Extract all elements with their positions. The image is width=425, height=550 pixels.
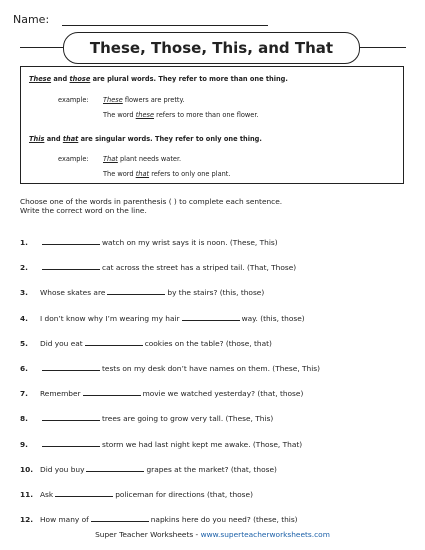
- plural-and: and: [53, 75, 68, 83]
- question-number: 12.: [20, 515, 34, 525]
- plural-ex1-word: These: [103, 96, 123, 104]
- question-text-after: napkins here do you need? (these, this): [150, 515, 298, 525]
- singular-ex2-word: that: [135, 170, 150, 178]
- question-text-after: by the stairs? (this, those): [167, 288, 265, 298]
- info-box: [20, 66, 404, 184]
- example-label: example:: [58, 96, 89, 104]
- question-item: [20, 513, 298, 524]
- question-text-after: cookies on the table? (those, that): [144, 338, 272, 348]
- question-text-before: Did you buy: [40, 464, 85, 474]
- plural-ex2-pre: The word: [103, 111, 134, 119]
- answer-blank[interactable]: [42, 236, 100, 245]
- answer-blank[interactable]: [55, 488, 113, 497]
- plural-rule-text: are plural words. They refer to more than one thing.: [92, 75, 288, 83]
- question-text-after: way. (this, those): [241, 313, 305, 323]
- plural-ex2-text: refers to more than one flower.: [156, 111, 259, 119]
- singular-and: and: [46, 135, 61, 143]
- footer: [0, 530, 425, 539]
- question-number: 4.: [20, 313, 28, 323]
- singular-ex1-text: plant needs water.: [119, 155, 182, 163]
- question-text-after: policeman for directions (that, those): [115, 490, 253, 499]
- answer-blank[interactable]: [42, 261, 100, 270]
- singular-word-this: This: [29, 135, 45, 143]
- question-item: [20, 337, 272, 348]
- singular-ex2-text: refers to only one plant.: [151, 170, 231, 178]
- singular-rule: [29, 135, 262, 143]
- question-text-after: storm we had last night kept me awake. (Those, That): [102, 439, 303, 449]
- singular-example-2: [103, 170, 230, 178]
- answer-blank[interactable]: [83, 387, 141, 396]
- question-item: [20, 387, 303, 398]
- plural-word-those: those: [69, 75, 91, 83]
- singular-word-that: that: [62, 135, 79, 143]
- question-number: 3.: [20, 288, 28, 298]
- question-number: 1.: [20, 238, 28, 247]
- answer-blank[interactable]: [42, 412, 100, 421]
- question-item: [20, 286, 264, 297]
- answer-blank[interactable]: [85, 337, 143, 346]
- example-label-2: example:: [58, 155, 89, 163]
- footer-brand: Super Teacher Worksheets: [95, 530, 194, 539]
- question-text-before: Ask: [40, 490, 54, 499]
- question-number: 10.: [20, 464, 34, 474]
- question-item: [20, 438, 302, 449]
- question-item: [20, 261, 296, 272]
- question-text-after: cat across the street has a striped tail. (That, Those): [102, 263, 297, 273]
- question-text-before: Did you eat: [40, 338, 83, 348]
- plural-example-1: [103, 96, 185, 104]
- plural-word-these: These: [29, 75, 52, 83]
- question-item: [20, 236, 278, 247]
- answer-blank[interactable]: [42, 362, 100, 371]
- instructions-line-2: Write the correct word on the line.: [20, 206, 147, 215]
- question-number: 6.: [20, 364, 28, 373]
- answer-blank[interactable]: [91, 513, 149, 522]
- answer-blank[interactable]: [42, 438, 100, 447]
- singular-example-1: [103, 155, 181, 163]
- question-text-before: How many of: [40, 515, 89, 525]
- singular-ex1-word: That: [103, 155, 118, 163]
- question-text-before: I don’t know why I’m wearing my hair: [40, 313, 180, 323]
- question-text-after: movie we watched yesterday? (that, those): [142, 389, 304, 399]
- name-label: Name:: [13, 13, 50, 26]
- plural-ex1-text: flowers are pretty.: [124, 96, 185, 104]
- question-number: 11.: [20, 490, 34, 499]
- instructions-line-1: Choose one of the words in parenthesis ( ) to complete each sentence.: [20, 197, 283, 206]
- question-text-after: grapes at the market? (that, those): [146, 464, 277, 474]
- question-text-after: tests on my desk don’t have names on them. (These, This): [102, 364, 321, 373]
- question-number: 2.: [20, 263, 28, 273]
- answer-blank[interactable]: [86, 463, 144, 472]
- page-title: These, Those, This, and That: [63, 32, 360, 64]
- answer-blank[interactable]: [182, 312, 240, 321]
- question-number: 5.: [20, 338, 28, 348]
- question-item: [20, 362, 320, 373]
- answer-blank[interactable]: [107, 286, 165, 295]
- question-text-after: trees are going to grow very tall. (These, This): [102, 414, 274, 424]
- plural-ex2-word: these: [135, 111, 155, 119]
- footer-url-link[interactable]: www.superteacherworksheets.com: [200, 530, 330, 539]
- question-number: 8.: [20, 414, 28, 424]
- question-item: [20, 488, 253, 499]
- plural-rule: [29, 75, 288, 83]
- name-line[interactable]: [62, 25, 268, 26]
- question-text-after: watch on my wrist says it is noon. (These, This): [102, 238, 278, 247]
- question-text-before: Remember: [40, 389, 81, 399]
- singular-rule-text: are singular words. They refer to only one thing.: [80, 135, 262, 143]
- question-item: [20, 463, 277, 474]
- question-item: [20, 412, 273, 423]
- footer-separator: -: [193, 530, 201, 539]
- instructions: [20, 197, 282, 215]
- question-item: [20, 312, 305, 323]
- plural-example-2: [103, 111, 259, 119]
- question-text-before: Whose skates are: [40, 288, 106, 298]
- singular-ex2-pre: The word: [103, 170, 134, 178]
- question-number: 9.: [20, 439, 28, 449]
- question-number: 7.: [20, 389, 28, 399]
